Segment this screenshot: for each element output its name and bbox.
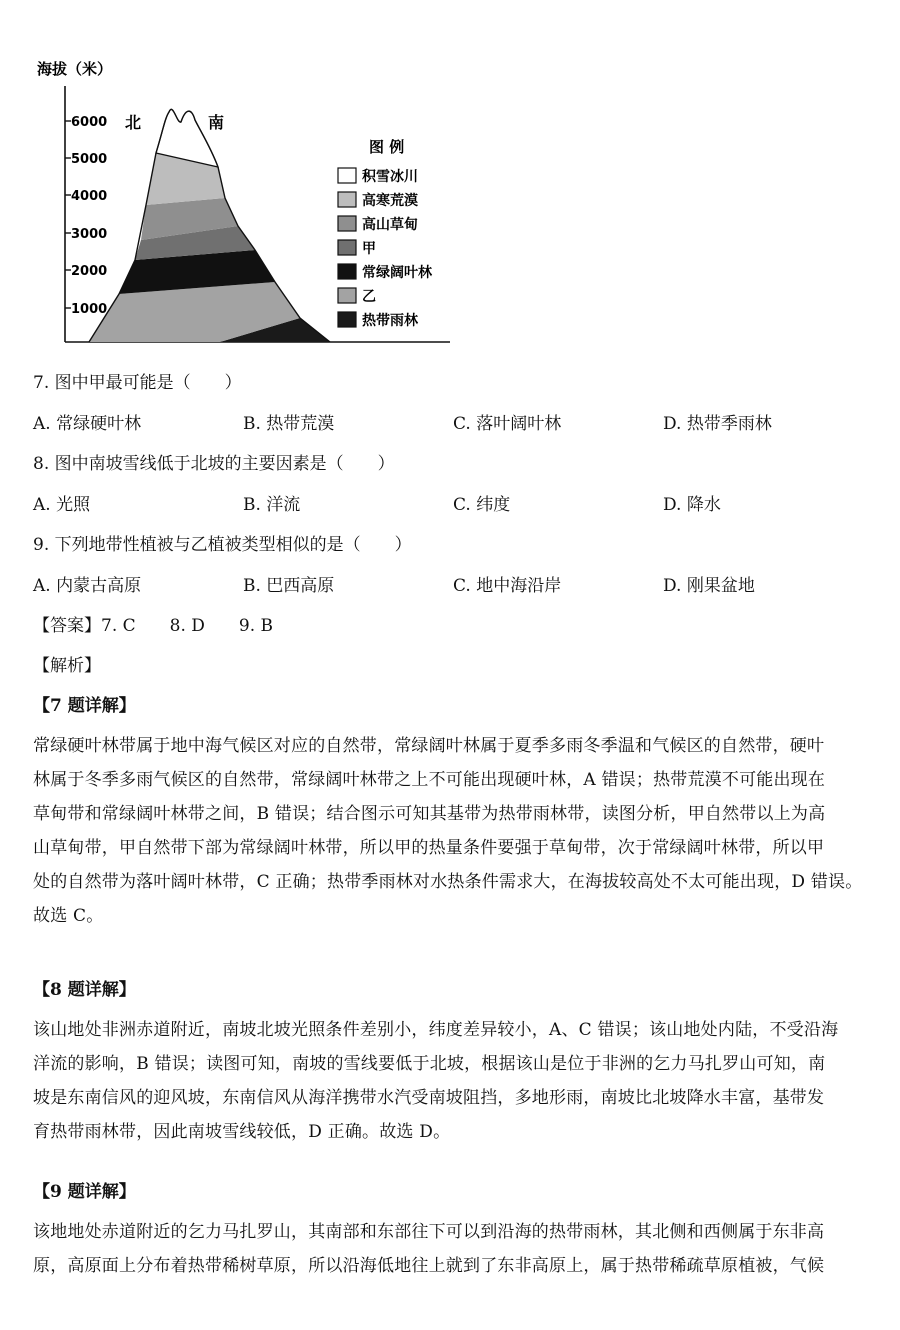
legend-swatch bbox=[338, 312, 356, 327]
section-9-body bbox=[33, 1215, 873, 1283]
section-8-heading: 【8 题详解】 bbox=[33, 980, 136, 1000]
legend-swatch bbox=[338, 240, 356, 255]
north-label: 北 bbox=[125, 113, 142, 132]
text-line: 该山地处非洲赤道附近，南坡北坡光照条件差别小，纬度差异较小，A、C 错误；该山地处内陆，不受沿海 bbox=[33, 1020, 839, 1040]
legend-swatch bbox=[338, 216, 356, 231]
option-c: C. 落叶阔叶林 bbox=[453, 414, 562, 434]
text-line: 山草甸带，甲自然带下部为常绿阔叶林带，所以甲的热量条件要强于草甸带，次于常绿阔叶林带，所以甲 bbox=[33, 838, 825, 858]
section-7-heading: 【7 题详解】 bbox=[33, 696, 136, 716]
legend-label: 甲 bbox=[362, 241, 376, 257]
question-stem: 8. 图中南坡雪线低于北坡的主要因素是（ ） bbox=[33, 454, 395, 474]
text-line: 坡是东南信风的迎风坡，东南信风从海洋携带水汽受南坡阻挡，多地形雨，南坡比北坡降水丰富，基带发 bbox=[33, 1088, 825, 1108]
y-tick-label: 4000 bbox=[71, 189, 108, 204]
legend-label: 常绿阔叶林 bbox=[362, 265, 432, 281]
option-d: D. 热带季雨林 bbox=[663, 414, 772, 434]
legend-swatch bbox=[338, 192, 356, 207]
y-tick-label: 6000 bbox=[71, 115, 108, 130]
option-a: A. 光照 bbox=[33, 495, 91, 515]
legend-swatch bbox=[338, 168, 356, 183]
legend-swatch bbox=[338, 264, 356, 279]
option-a: A. 内蒙古高原 bbox=[33, 576, 142, 596]
legend-swatch bbox=[338, 288, 356, 303]
analysis-label: 【解析】 bbox=[33, 656, 101, 676]
text-line: 该地地处赤道附近的乞力马扎罗山，其南部和东部往下可以到沿海的热带雨林，其北侧和西侧属于东非高 bbox=[33, 1222, 825, 1242]
option-b: B. 热带荒漠 bbox=[243, 414, 335, 434]
option-d: D. 刚果盆地 bbox=[663, 576, 755, 596]
option-c: C. 纬度 bbox=[453, 495, 511, 515]
section-7-body bbox=[33, 729, 873, 933]
y-tick-label: 3000 bbox=[71, 227, 108, 242]
legend-label: 积雪冰川 bbox=[362, 169, 418, 185]
legend-label: 乙 bbox=[362, 289, 376, 305]
text-line: 育热带雨林带，因此南坡雪线较低，D 正确。故选 D。 bbox=[33, 1122, 451, 1142]
option-c: C. 地中海沿岸 bbox=[453, 576, 562, 596]
option-b: B. 洋流 bbox=[243, 495, 301, 515]
y-axis-label: 海拔（米） bbox=[37, 60, 113, 78]
legend-title: 图 例 bbox=[369, 138, 405, 156]
section-8-body bbox=[33, 1013, 873, 1149]
text-line: 草甸带和常绿阔叶林带之间，B 错误；结合图示可知其基带为热带雨林带，读图分析，甲自然带以上为高 bbox=[33, 804, 826, 824]
option-a: A. 常绿硬叶林 bbox=[33, 414, 142, 434]
section-9-heading: 【9 题详解】 bbox=[33, 1182, 136, 1202]
text-line: 洋流的影响，B 错误；读图可知，南坡的雪线要低于北坡，根据该山是位于非洲的乞力马扎罗山可知，南 bbox=[33, 1054, 826, 1074]
y-tick-label: 5000 bbox=[71, 152, 108, 167]
legend-label: 高寒荒漠 bbox=[362, 193, 418, 209]
legend-label: 高山草甸 bbox=[362, 217, 418, 233]
option-b: B. 巴西高原 bbox=[243, 576, 335, 596]
vegetation-zone-diagram bbox=[25, 50, 465, 360]
legend-label: 热带雨林 bbox=[362, 313, 418, 329]
text-line: 林属于冬季多雨气候区的自然带，常绿阔叶林带之上不可能出现硬叶林，A 错误；热带荒漠不可能出现在 bbox=[33, 770, 826, 790]
answer-line: 【答案】7. C 8. D 9. B bbox=[33, 616, 274, 636]
text-line: 处的自然带为落叶阔叶林带，C 正确；热带季雨林对水热条件需求大，在海拔较高处不太可能出现，D 错误。 bbox=[33, 872, 863, 892]
y-ticks bbox=[65, 115, 107, 317]
option-d: D. 降水 bbox=[663, 495, 721, 515]
text-line: 常绿硬叶林带属于地中海气候区对应的自然带，常绿阔叶林属于夏季多雨冬季温和气候区的自然带，硬叶 bbox=[33, 736, 825, 756]
y-tick-label: 2000 bbox=[71, 264, 108, 279]
text-line: 故选 C。 bbox=[33, 906, 104, 926]
question-stem: 7. 图中甲最可能是（ ） bbox=[33, 373, 242, 393]
text-line: 原，高原面上分布着热带稀树草原，所以沿海低地往上就到了东非高原上，属于热带稀疏草原植被，气候 bbox=[33, 1256, 825, 1276]
y-tick-label: 1000 bbox=[71, 302, 108, 317]
legend bbox=[338, 168, 433, 329]
question-stem: 9. 下列地带性植被与乙植被类型相似的是（ ） bbox=[33, 535, 412, 555]
south-label: 南 bbox=[208, 113, 225, 132]
